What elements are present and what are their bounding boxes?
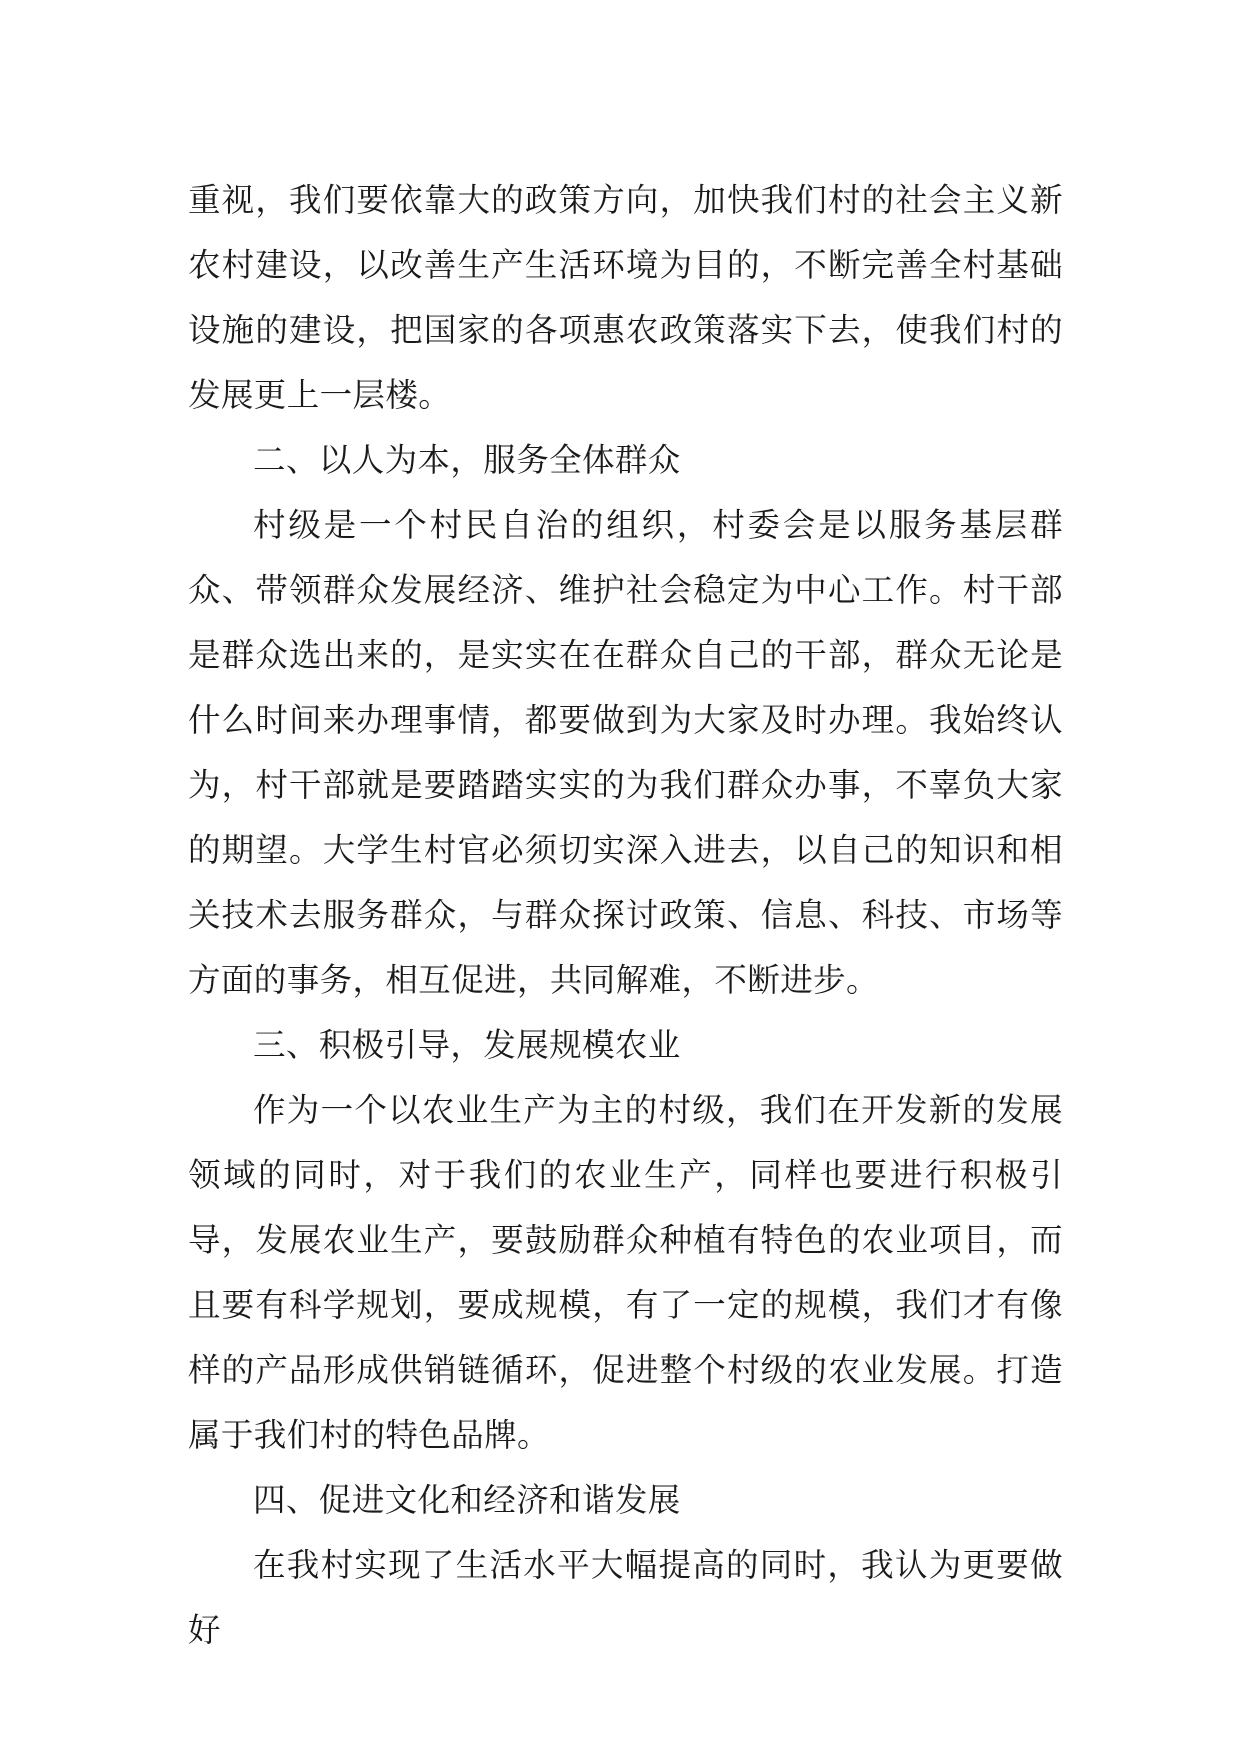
paragraph-section-4: 在我村实现了生活水平大幅提高的同时，我认为更要做好 (188, 1546, 1063, 1649)
paragraph-section-3: 作为一个以农业生产为主的村级，我们在开发新的发展领域的同时，对于我们的农业生产，同样也要进行积极引导，发展农业生产，要鼓励群众种植有特色的农业项目，而且要有科学规划，要成规模，有了一定的规模，我们才有像样的产品形成供销链循环，促进整个村级的农业发展。打造属于我们村的特色品牌。 (188, 1091, 1063, 1454)
paragraph-section-2: 村级是一个村民自治的组织，村委会是以服务基层群众、带领群众发展经济、维护社会稳定为中心工作。村干部是群众选出来的，是实实在在群众自己的干部，群众无论是什么时间来办理事情，都要做到为大家及时办理。我始终认为，村干部就是要踏踏实实的为我们群众办事，不辜负大家的期望。大学生村官必须切实深入进去，以自己的知识和相关技术去服务群众，与群众探讨政策、信息、科技、市场等方面的事务，相互促进，共同解难，不断进步。 (188, 506, 1063, 999)
section-heading-2: 二、以人为本，服务全体群众 (253, 441, 681, 479)
section-heading-4: 四、促进文化和经济和谐发展 (253, 1481, 681, 1519)
section-heading-3: 三、积极引导，发展规模农业 (253, 1026, 681, 1064)
document-body (188, 168, 1063, 1663)
paragraph-continuation: 重视，我们要依靠大的政策方向，加快我们村的社会主义新农村建设，以改善生产生活环境为目的，不断完善全村基础设施的建设，把国家的各项惠农政策落实下去，使我们村的发展更上一层楼。 (188, 181, 1063, 414)
